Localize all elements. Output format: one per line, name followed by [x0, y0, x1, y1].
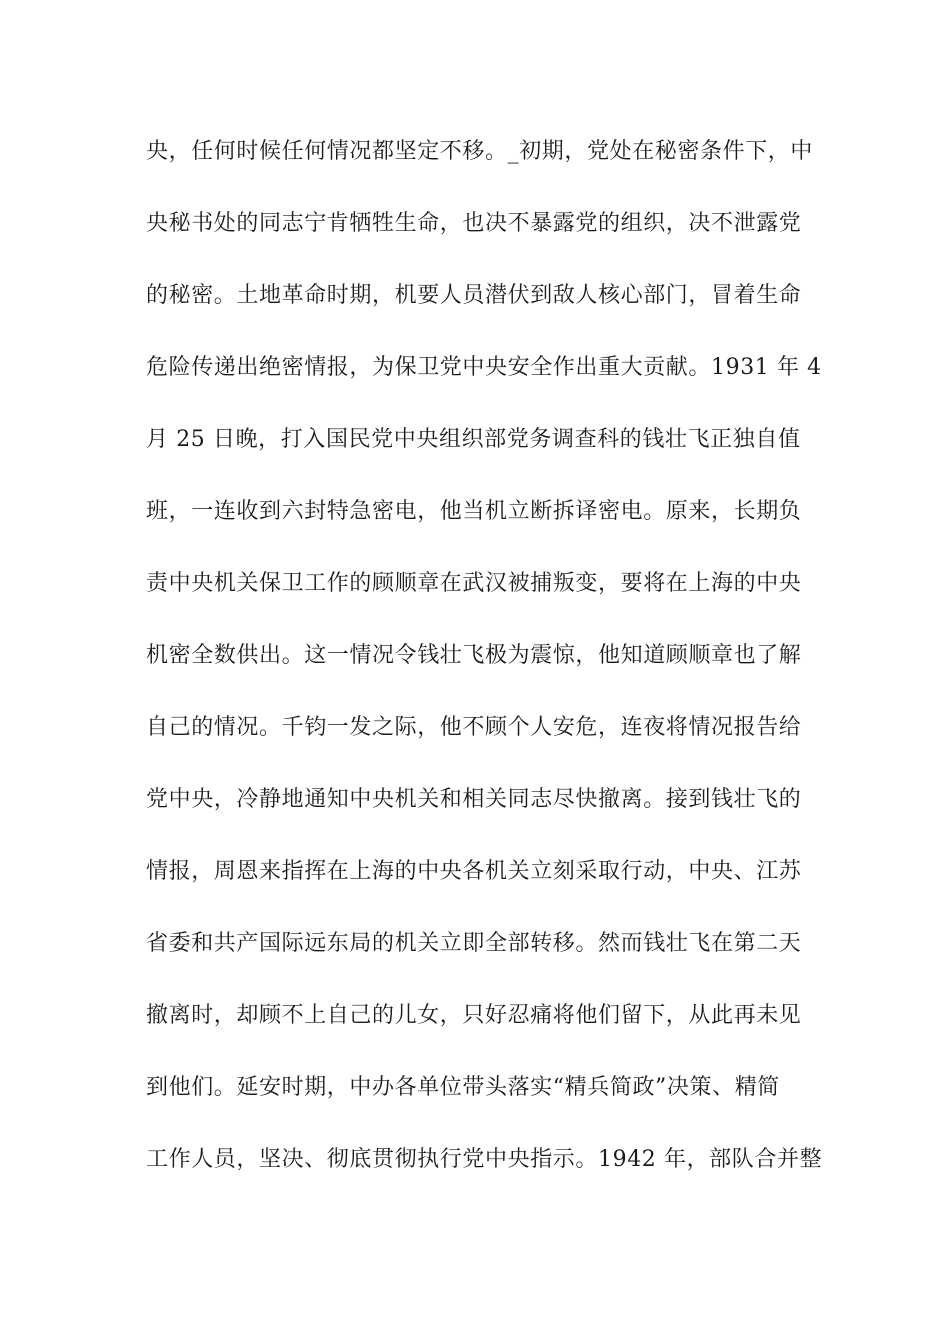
text-line: 的秘密。土地革命时期，机要人员潜伏到敌人核心部门，冒着生命: [146, 283, 802, 308]
text-line: 自己的情况。千钧一发之际，他不顾个人安危，连夜将情况报告给: [146, 715, 802, 740]
text-line: 到他们。延安时期，中办各单位带头落实“精兵简政”决策、精简: [146, 1075, 780, 1100]
text-line: 撤离时，却顾不上自己的儿女，只好忍痛将他们留下，从此再未见: [146, 1003, 802, 1028]
text-line: 情报，周恩来指挥在上海的中央各机关立刻采取行动，中央、江苏: [146, 859, 802, 884]
text-line: 月 25 日晚，打入国民党中央组织部党务调查科的钱壮飞正独自值: [146, 427, 801, 452]
text-line: 危险传递出绝密情报，为保卫党中央安全作出重大贡献。1931 年 4: [146, 355, 822, 380]
text-line: 党中央，冷静地通知中央机关和相关同志尽快撤离。接到钱壮飞的: [146, 787, 802, 812]
text-line: 责中央机关保卫工作的顾顺章在武汉被捕叛变，要将在上海的中央: [146, 571, 802, 596]
text-line: 央秘书处的同志宁肯牺牲生命，也决不暴露党的组织，决不泄露党: [146, 211, 802, 236]
text-line: 机密全数供出。这一情况令钱壮飞极为震惊，他知道顾顺章也了解: [146, 643, 802, 668]
text-line: 工作人员，坚决、彻底贯彻执行党中央指示。1942 年，部队合并整: [146, 1147, 823, 1172]
text-line: 央，任何时候任何情况都坚定不移。_初期，党处在秘密条件下，中: [146, 139, 814, 164]
text-line: 班，一连收到六封特急密电，他当机立断拆译密电。原来，长期负: [146, 499, 802, 524]
text-line: 省委和共产国际远东局的机关立即全部转移。然而钱壮飞在第二天: [146, 931, 802, 956]
